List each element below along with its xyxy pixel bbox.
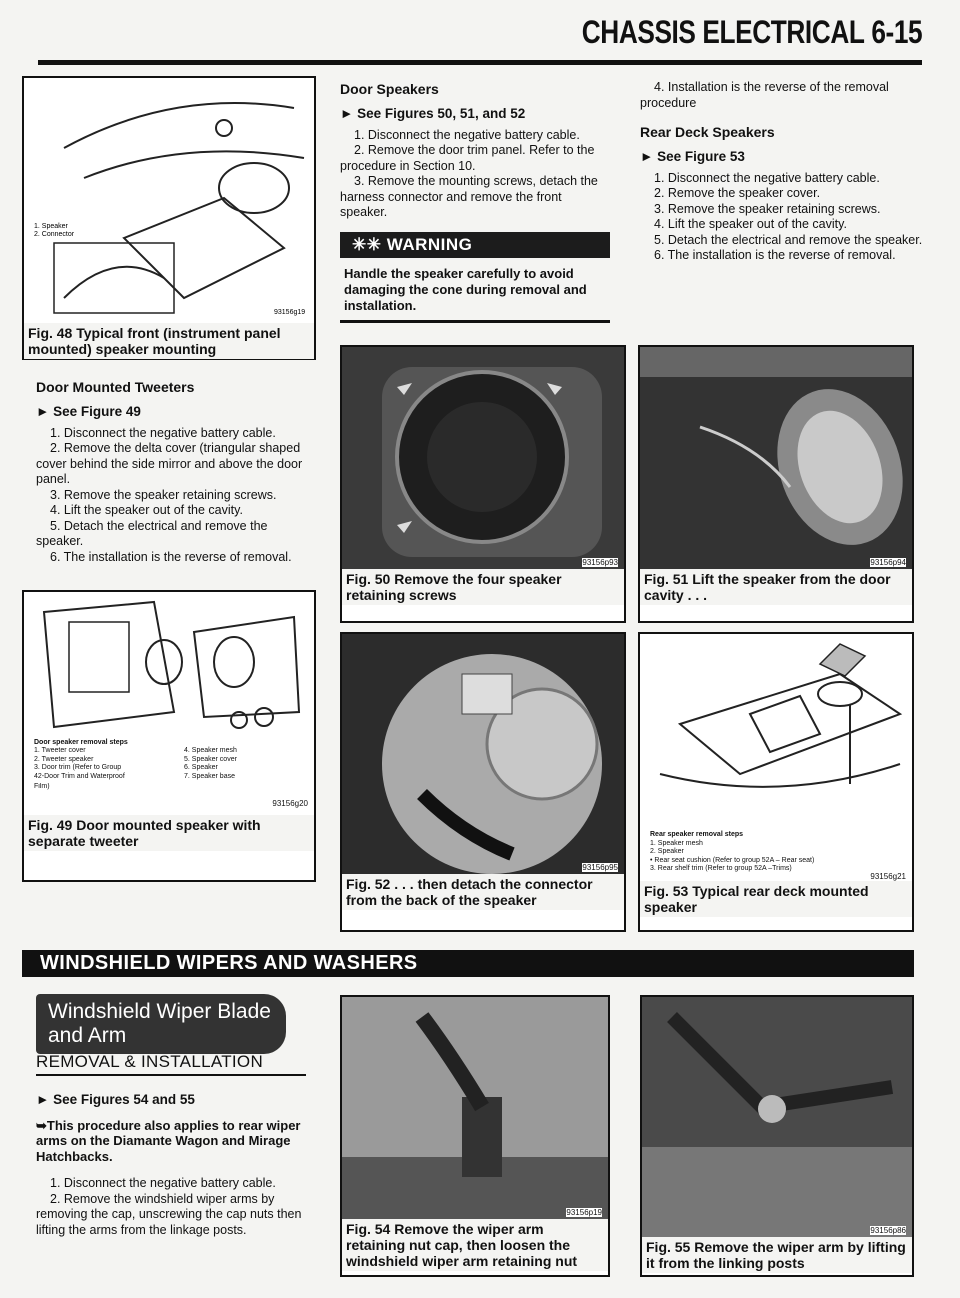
tweeters-step-3: 3. Remove the speaker retaining screws. xyxy=(50,487,277,502)
rear-deck-step-4: 4. Lift the speaker out of the cavity. xyxy=(654,217,847,231)
wipers-step-2: 2. Remove the windshield wiper arms by removing the cap, unscrewing the cap nuts then lifting the arms from the linkage posts. xyxy=(36,1191,302,1237)
fig49-legend-item: 2. Tweeter speaker xyxy=(34,755,94,763)
fig49-caption: Fig. 49 Door mounted speaker with separate tweeter xyxy=(24,815,314,851)
figure-54 xyxy=(340,995,610,1277)
fig55-code: 93156p86 xyxy=(870,1226,906,1235)
fig48-caption: Fig. 48 Typical front (instrument panel mounted) speaker mounting xyxy=(24,323,314,359)
note-arrow-icon: ➥ xyxy=(36,1117,47,1133)
figure-48 xyxy=(22,76,316,360)
fig48-legend-1: 1. Speaker xyxy=(34,223,68,230)
figure-53 xyxy=(638,632,914,932)
fig53-legend-item: 1. Speaker mesh xyxy=(650,839,703,847)
fig49-legend xyxy=(24,737,314,783)
door-speakers-see: ► See Figures 50, 51, and 52 xyxy=(340,106,526,121)
figure-49 xyxy=(22,590,316,882)
page-header xyxy=(582,14,922,51)
fig53-legend-item: • Rear seat cushion (Refer to group 52A – Rear seat) xyxy=(650,856,815,864)
fig49-code-row xyxy=(24,797,314,815)
fig53-drawing xyxy=(640,634,912,824)
wiper-nut-photo xyxy=(342,997,608,1219)
figure-51 xyxy=(638,345,914,623)
rear-deck-heading: Rear Deck Speakers xyxy=(640,124,775,140)
rear-deck-step-5: 5. Detach the electrical and remove the speaker. xyxy=(654,232,923,247)
door-speakers-see-text: See Figures 50, 51, and 52 xyxy=(357,106,526,121)
fig53-legend xyxy=(640,829,912,881)
fig49-legend-item: 3. Door trim (Refer to Group xyxy=(34,764,122,771)
speaker-photo xyxy=(342,347,624,569)
rear-deck-step-6: 6. The installation is the reverse of removal. xyxy=(654,248,896,262)
wipers-note-text: This procedure also applies to rear wiper arms on the Diamante Wagon and Mirage Hatchbacks. xyxy=(36,1117,301,1164)
rear-deck-step-2: 2. Remove the speaker cover. xyxy=(654,186,821,200)
fig54-photo xyxy=(342,997,608,1219)
tweeters-step-4: 4. Lift the speaker out of the cavity. xyxy=(50,503,243,517)
door-speakers-step-2: 2. Remove the door trim panel. Refer to the procedure in Section 10. xyxy=(340,143,595,173)
wipers-note xyxy=(36,1118,308,1165)
fig52-code: 93156p95 xyxy=(582,863,618,872)
fig54-caption: Fig. 54 Remove the wiper arm retaining nut cap, then loosen the windshield wiper arm retaining nut xyxy=(342,1219,608,1271)
wipers-step-1: 1. Disconnect the negative battery cable. xyxy=(50,1176,276,1190)
removal-heading: REMOVAL & INSTALLATION xyxy=(36,1052,264,1071)
tweeters-section xyxy=(36,378,314,565)
page-number: 6-15 xyxy=(871,14,922,50)
fig49-legend-item: 1. Tweeter cover xyxy=(34,747,86,754)
figure-52 xyxy=(340,632,626,932)
fig55-photo xyxy=(642,997,912,1237)
fig53-legend-item: 2. Speaker xyxy=(650,848,684,855)
header-title: CHASSIS ELECTRICAL xyxy=(581,14,865,50)
connector-photo xyxy=(342,634,624,874)
fig51-caption: Fig. 51 Lift the speaker from the door cavity . . . xyxy=(640,569,912,605)
tweeters-see-text: See Figure 49 xyxy=(53,404,141,419)
fig51-photo xyxy=(640,347,912,569)
rear-deck-step-3: 3. Remove the speaker retaining screws. xyxy=(654,201,881,216)
fig48-drawing xyxy=(24,78,314,318)
tweeters-step-1: 1. Disconnect the negative battery cable. xyxy=(50,425,276,440)
wipers-section xyxy=(36,1084,308,1238)
fig49-legend-item: 6. Speaker xyxy=(184,764,218,771)
wiper-lift-photo xyxy=(642,997,912,1237)
speaker-lift-photo xyxy=(640,347,912,569)
tweeters-step-6: 6. The installation is the reverse of removal. xyxy=(50,549,292,564)
fig50-caption: Fig. 50 Remove the four speaker retaining screws xyxy=(342,569,624,605)
fig52-photo xyxy=(342,634,624,874)
rear-deck-see-text: See Figure 53 xyxy=(657,149,745,164)
fig52-caption: Fig. 52 . . . then detach the connector from the back of the speaker xyxy=(342,874,624,910)
fig49-drawing xyxy=(24,592,314,732)
fig49-legend-left xyxy=(34,747,125,781)
door-speakers-heading: Door Speakers xyxy=(340,81,439,97)
tweeters-step-2: 2. Remove the delta cover (triangular shaped cover behind the side mirror and above the door panel. xyxy=(36,441,303,486)
fig49-legend-item: 7. Speaker base xyxy=(184,772,235,780)
fig49-legend-item: 4. Speaker mesh xyxy=(184,747,237,754)
fig49-legend-title: Door speaker removal steps xyxy=(34,739,128,746)
fig50-code: 93156p93 xyxy=(582,558,618,567)
fig50-photo xyxy=(342,347,624,569)
rear-deck-section xyxy=(640,80,926,264)
tweeters-see: ► See Figure 49 xyxy=(36,404,141,419)
fig55-caption: Fig. 55 Remove the wiper arm by lifting it from the linking posts xyxy=(642,1237,912,1273)
fig49-legend-item: 42-Door Trim and Waterproof xyxy=(34,772,125,780)
warning-label: WARNING xyxy=(386,235,473,254)
rear-deck-step-1: 1. Disconnect the negative battery cable. xyxy=(654,170,880,185)
fig49-legend-item: 5. Speaker cover xyxy=(184,755,237,763)
subsection-header: Windshield Wiper Blade and Arm xyxy=(36,994,286,1054)
tweeters-step-5: 5. Detach the electrical and remove the speaker. xyxy=(36,518,268,548)
fig54-code: 93156p19 xyxy=(566,1208,602,1217)
warning-banner xyxy=(340,232,610,258)
warning-rule xyxy=(340,320,610,323)
fig53-caption: Fig. 53 Typical rear deck mounted speaker xyxy=(640,881,912,917)
wipers-see: ► See Figures 54 and 55 xyxy=(36,1092,195,1107)
wipers-see-text: See Figures 54 and 55 xyxy=(53,1092,195,1107)
fig49-legend-extra: Film) xyxy=(24,783,314,797)
fig53-code: 93156g21 xyxy=(870,871,906,881)
door-speakers-step-4: 4. Installation is the reverse of the removal procedure xyxy=(640,80,889,110)
fig53-legend-title: Rear speaker removal steps xyxy=(650,831,743,838)
warning-text: Handle the speaker carefully to avoid damaging the cone during removal and installation. xyxy=(344,266,587,313)
figure-50 xyxy=(340,345,626,623)
fig53-legend-item: 3. Rear shelf trim (Refer to group 52A –Trims) xyxy=(650,865,792,872)
header-rule xyxy=(38,60,922,65)
fig51-code: 93156p94 xyxy=(870,558,906,567)
fig49-code: 93156g20 xyxy=(272,799,308,808)
door-speakers-step-1: 1. Disconnect the negative battery cable. xyxy=(354,127,580,142)
fig48-code: 93156g19 xyxy=(274,309,306,316)
section-header: WINDSHIELD WIPERS AND WASHERS xyxy=(22,950,914,977)
fig49-legend-right xyxy=(184,747,237,781)
removal-rule xyxy=(36,1074,306,1076)
rear-deck-see: ► See Figure 53 xyxy=(640,149,745,164)
tweeters-heading: Door Mounted Tweeters xyxy=(36,379,195,395)
warning-icon: ✳✳ xyxy=(352,235,382,254)
door-speakers-step-3: 3. Remove the mounting screws, detach the harness connector and remove the front speaker. xyxy=(340,174,598,219)
figure-55 xyxy=(640,995,914,1277)
door-speakers-section xyxy=(340,80,610,221)
fig48-legend-2: 2. Connector xyxy=(34,231,75,238)
